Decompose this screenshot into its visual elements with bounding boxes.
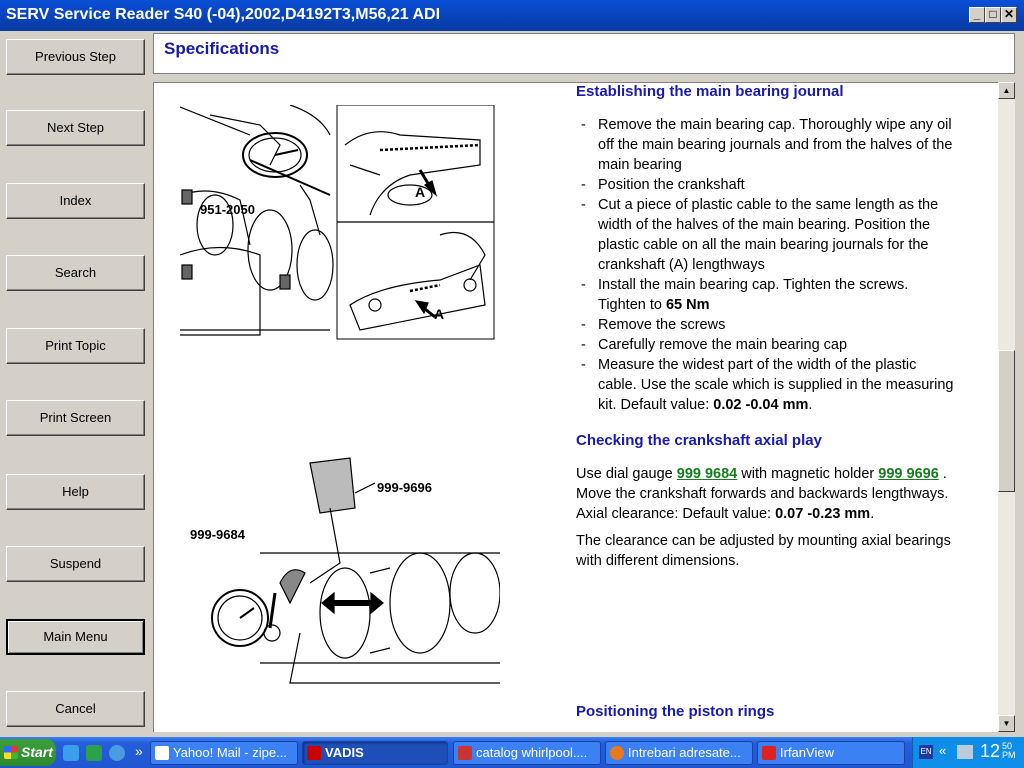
bearing-clearance-value: 0.02 -0.04 mm (713, 397, 809, 413)
window-title: SERV Service Reader S40 (-04),2002,D4192T3,M56,21 ADI (6, 6, 441, 23)
network-icon[interactable] (957, 745, 973, 759)
taskbar-item-intrebari[interactable]: Intrebari adresate... (605, 741, 753, 765)
internet-explorer-icon[interactable] (109, 745, 125, 761)
fig2-label-gauge: 999-9684 (190, 527, 245, 542)
list-item: - Remove the main bearing cap. Thoroughly wipe any oil off the main bearing journals and from the halves of the main bearing (581, 117, 953, 173)
magnetic-holder-link[interactable]: 999 9696 (878, 466, 939, 482)
help-button[interactable]: Help (6, 474, 145, 510)
list-item: - Install the main bearing cap. Tighten the screws. Tighten to 65 Nm (581, 277, 909, 313)
clock-detail[interactable]: 50 PM (1002, 741, 1016, 760)
start-button[interactable]: Start (0, 739, 56, 766)
axial-clearance-value: 0.07 -0.23 mm (775, 506, 871, 522)
list-item: - Cut a piece of plastic cable to the same length as the width of the halves of the main bearing. Position the plastic cable on all the main bearing journals for the crankshaft (A) lengthways (581, 197, 939, 273)
close-button[interactable]: ✕ (1001, 7, 1017, 23)
windows-flag-icon (4, 746, 18, 759)
fig2-label-holder: 999-9696 (377, 480, 432, 495)
scroll-up-button[interactable]: ▲ (998, 82, 1015, 99)
fig1-tool-label: 951-2050 (200, 202, 255, 217)
section-heading-axial-play: Checking the crankshaft axial play (576, 432, 822, 449)
tray-expand-icon[interactable]: « (939, 743, 947, 758)
clock-hour[interactable]: 12 (980, 741, 1001, 761)
scroll-down-button[interactable]: ▼ (998, 715, 1015, 732)
next-step-button[interactable]: Next Step (6, 110, 145, 146)
previous-step-button[interactable]: Previous Step (6, 39, 145, 75)
dial-gauge-link[interactable]: 999 9684 (676, 466, 738, 482)
taskbar-item-irfanview[interactable]: IrfanView (757, 741, 905, 765)
page-title: Specifications (164, 39, 280, 58)
fig1-letter-a-top: A (415, 184, 426, 200)
desktop-icon[interactable] (63, 745, 79, 761)
main-menu-button[interactable]: Main Menu (6, 619, 145, 655)
quicklaunch-app-icon[interactable] (86, 745, 102, 761)
taskbar-item-vadis[interactable]: VADIS (302, 741, 448, 765)
firefox-icon (610, 746, 624, 760)
content-area (153, 82, 998, 732)
axial-play-paragraph: Use dial gauge 999 9684 with magnetic holder 999 9696 . Move the crankshaft forwards and backwards lengthways. Axial clearance: Default value: 0.07 -0.23 mm. (576, 466, 949, 522)
index-button[interactable]: Index (6, 183, 145, 219)
section-heading-main-bearing: Establishing the main bearing journal (576, 83, 844, 100)
page-header (153, 33, 1015, 74)
vadis-icon (307, 746, 321, 760)
cancel-button[interactable]: Cancel (6, 691, 145, 727)
list-item: - Measure the widest part of the width of the plastic cable. Use the scale which is supplied in the measuring kit. Default value: 0.02 -0.04 mm. (581, 357, 954, 413)
search-button[interactable]: Search (6, 255, 145, 291)
language-indicator[interactable]: EN (919, 745, 933, 759)
print-screen-button[interactable]: Print Screen (6, 400, 145, 436)
taskbar-item-yahoo-mail[interactable]: Yahoo! Mail - zipe... (150, 741, 298, 765)
title-bar (0, 0, 1024, 31)
quicklaunch-more-icon[interactable]: » (135, 743, 143, 759)
axial-bearing-note: The clearance can be adjusted by mounting axial bearings with different dimensions. (576, 533, 951, 569)
pdf-icon (458, 746, 472, 760)
list-item: - Carefully remove the main bearing cap (581, 337, 848, 353)
minimize-button[interactable]: _ (969, 7, 985, 23)
taskbar-item-catalog[interactable]: catalog whirlpool.... (453, 741, 601, 765)
list-item: - Remove the screws (581, 317, 726, 333)
maximize-button[interactable]: □ (985, 7, 1001, 23)
irfanview-icon (762, 746, 776, 760)
main-bearing-figure (180, 105, 496, 345)
vertical-scrollbar[interactable] (998, 82, 1015, 732)
browser-icon (155, 746, 169, 760)
list-item: - Position the crankshaft (581, 177, 745, 193)
torque-value: 65 Nm (665, 297, 710, 313)
taskbar (0, 737, 1024, 768)
print-topic-button[interactable]: Print Topic (6, 328, 145, 364)
section-heading-piston-rings: Positioning the piston rings (576, 703, 775, 720)
axial-play-figure (190, 453, 500, 698)
nav-panel (0, 31, 151, 737)
fig1-letter-a-bottom: A (434, 306, 445, 322)
suspend-button[interactable]: Suspend (6, 546, 145, 582)
main-bearing-steps (581, 115, 991, 415)
scroll-thumb[interactable] (998, 350, 1015, 492)
system-tray (912, 737, 1024, 768)
